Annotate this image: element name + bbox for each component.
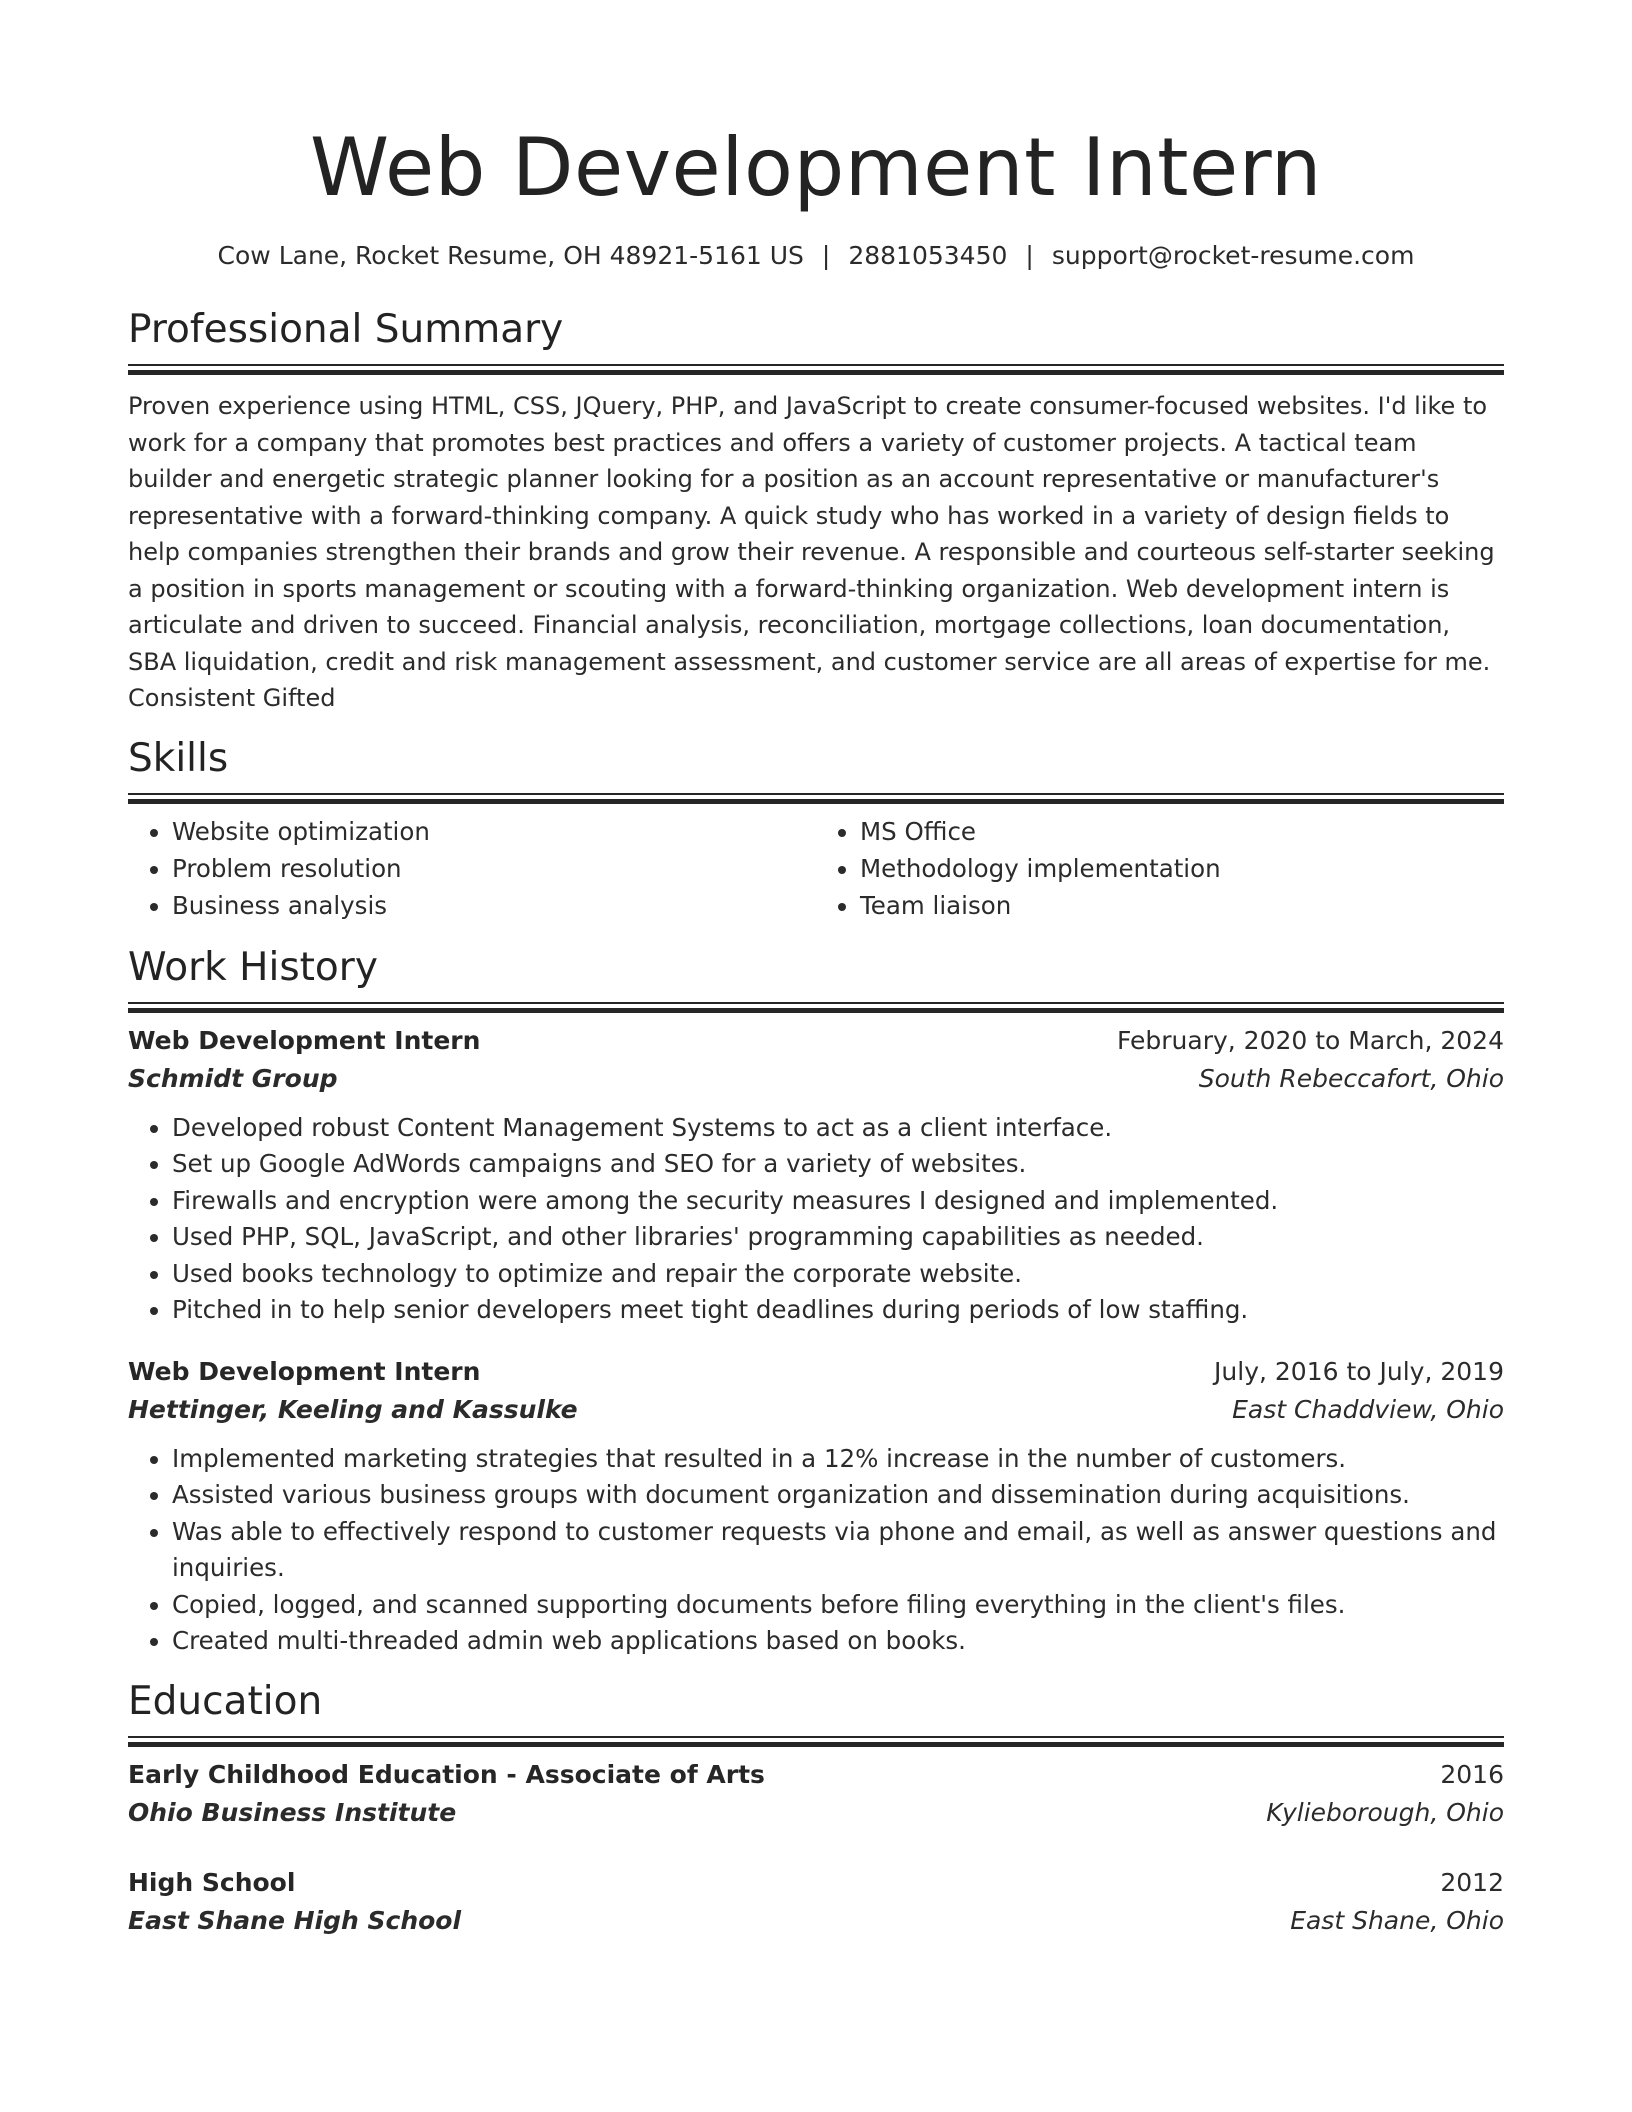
- job-bullets: [128, 1441, 1504, 1660]
- summary-section: [128, 306, 1504, 717]
- job-bullet: • Assisted various business groups with document organization and dissemination during acquisitions.: [172, 1477, 1504, 1514]
- job-company: Schmidt Group: [128, 1063, 338, 1093]
- education-entry: [128, 1756, 1504, 1832]
- skills-section: [128, 735, 1504, 924]
- skill-item: • Website optimization: [172, 813, 816, 850]
- education-school: East Shane High School: [128, 1905, 462, 1935]
- work-history-heading: Work History: [128, 944, 378, 990]
- education-header-row: [128, 1756, 1504, 1794]
- job-dates: July, 2016 to July, 2019: [1214, 1356, 1504, 1386]
- contact-separator: |: [821, 241, 831, 270]
- job-location: East Chaddview, Ohio: [1232, 1394, 1504, 1424]
- education-entry: [128, 1864, 1504, 1940]
- section-divider: [128, 793, 1504, 795]
- section-divider: [128, 1002, 1504, 1004]
- job-company-row: [128, 1391, 1504, 1429]
- section-divider: [128, 1736, 1504, 1738]
- job-bullet: • Set up Google AdWords campaigns and SEO for a variety of websites.: [172, 1146, 1504, 1183]
- contact-email: support@rocket-resume.com: [1051, 241, 1415, 270]
- skill-item: • Methodology implementation: [860, 850, 1504, 887]
- job-bullet: • Developed robust Content Management Systems to act as a client interface.: [172, 1110, 1504, 1147]
- job-entry: [128, 1022, 1504, 1329]
- job-title: Web Development Intern: [128, 1025, 481, 1055]
- skills-column-left: [128, 813, 816, 924]
- job-bullet: • Copied, logged, and scanned supporting documents before filing everything in the client's files.: [172, 1587, 1504, 1624]
- job-header-row: [128, 1022, 1504, 1060]
- skills-heading: Skills: [128, 735, 229, 781]
- education-header-row: [128, 1864, 1504, 1902]
- job-bullet: • Was able to effectively respond to customer requests via phone and email, as well as answer questions and inquiries.: [172, 1514, 1504, 1587]
- education-year: 2016: [1440, 1759, 1504, 1789]
- job-location: South Rebeccafort, Ohio: [1198, 1063, 1504, 1093]
- job-dates: February, 2020 to March, 2024: [1116, 1025, 1504, 1055]
- job-title: Web Development Intern: [128, 1356, 481, 1386]
- education-heading: Education: [128, 1678, 323, 1724]
- job-company-row: [128, 1060, 1504, 1098]
- education-location: East Shane, Ohio: [1290, 1905, 1504, 1935]
- skills-list: [128, 813, 1504, 924]
- summary-heading: Professional Summary: [128, 307, 564, 352]
- job-bullet: • Firewalls and encryption were among the security measures I designed and implemented.: [172, 1183, 1504, 1220]
- contact-separator: |: [1025, 241, 1034, 270]
- summary-text: Proven experience using HTML, CSS, JQuery, PHP, and JavaScript to create consumer-focused websites. I'd like to work for a company that promotes best practices and offers a variety of customer projects. A tactical team builder and energetic strategic planner looking for a position as an account representative or manufacturer's representative with a forward-thinking company. A quick study who has worked in a variety of design fields to help companies strengthen their brands and grow their revenue. A responsible and courteous self-starter seeking a position in sports management or scouting with a forward-thinking organization. Web development intern is articulate and driven to succeed. Financial analysis, reconciliation, mortgage collections, loan documentation, SBA liquidation, credit and risk management assessment, and customer service are all areas of expertise for me. Consistent Gifted: [128, 392, 1495, 712]
- skills-column-right: [816, 813, 1504, 924]
- education-year: 2012: [1440, 1867, 1504, 1897]
- job-bullets: [128, 1110, 1504, 1329]
- education-degree: High School: [128, 1867, 296, 1897]
- education-location: Kylieborough, Ohio: [1266, 1797, 1504, 1827]
- skill-item: • MS Office: [860, 813, 1504, 850]
- resume-page: [128, 0, 1504, 1940]
- education-school-row: [128, 1794, 1504, 1832]
- education-school: Ohio Business Institute: [128, 1797, 457, 1827]
- education-school-row: [128, 1902, 1504, 1940]
- job-bullet: • Used books technology to optimize and repair the corporate website.: [172, 1256, 1504, 1293]
- job-entry: [128, 1353, 1504, 1660]
- job-header-row: [128, 1353, 1504, 1391]
- contact-address: Cow Lane, Rocket Resume, OH 48921-5161 US: [217, 241, 804, 270]
- job-bullet: • Used PHP, SQL, JavaScript, and other libraries' programming capabilities as needed.: [172, 1219, 1504, 1256]
- job-bullet: • Implemented marketing strategies that resulted in a 12% increase in the number of customers.: [172, 1441, 1504, 1478]
- resume-title: Web Development Intern: [310, 121, 1322, 214]
- job-bullet: • Pitched in to help senior developers meet tight deadlines during periods of low staffing.: [172, 1292, 1504, 1329]
- education-degree: Early Childhood Education - Associate of Arts: [128, 1759, 765, 1789]
- job-bullet: • Created multi-threaded admin web applications based on books.: [172, 1623, 1504, 1660]
- education-section: [128, 1678, 1504, 1940]
- work-history-section: [128, 944, 1504, 1660]
- contact-line: [128, 240, 1504, 272]
- section-divider: [128, 364, 1504, 366]
- contact-phone: 2881053450: [848, 241, 1008, 270]
- skill-item: • Team liaison: [860, 887, 1504, 924]
- skill-item: • Problem resolution: [172, 850, 816, 887]
- skill-item: • Business analysis: [172, 887, 816, 924]
- job-company: Hettinger, Keeling and Kassulke: [128, 1394, 578, 1424]
